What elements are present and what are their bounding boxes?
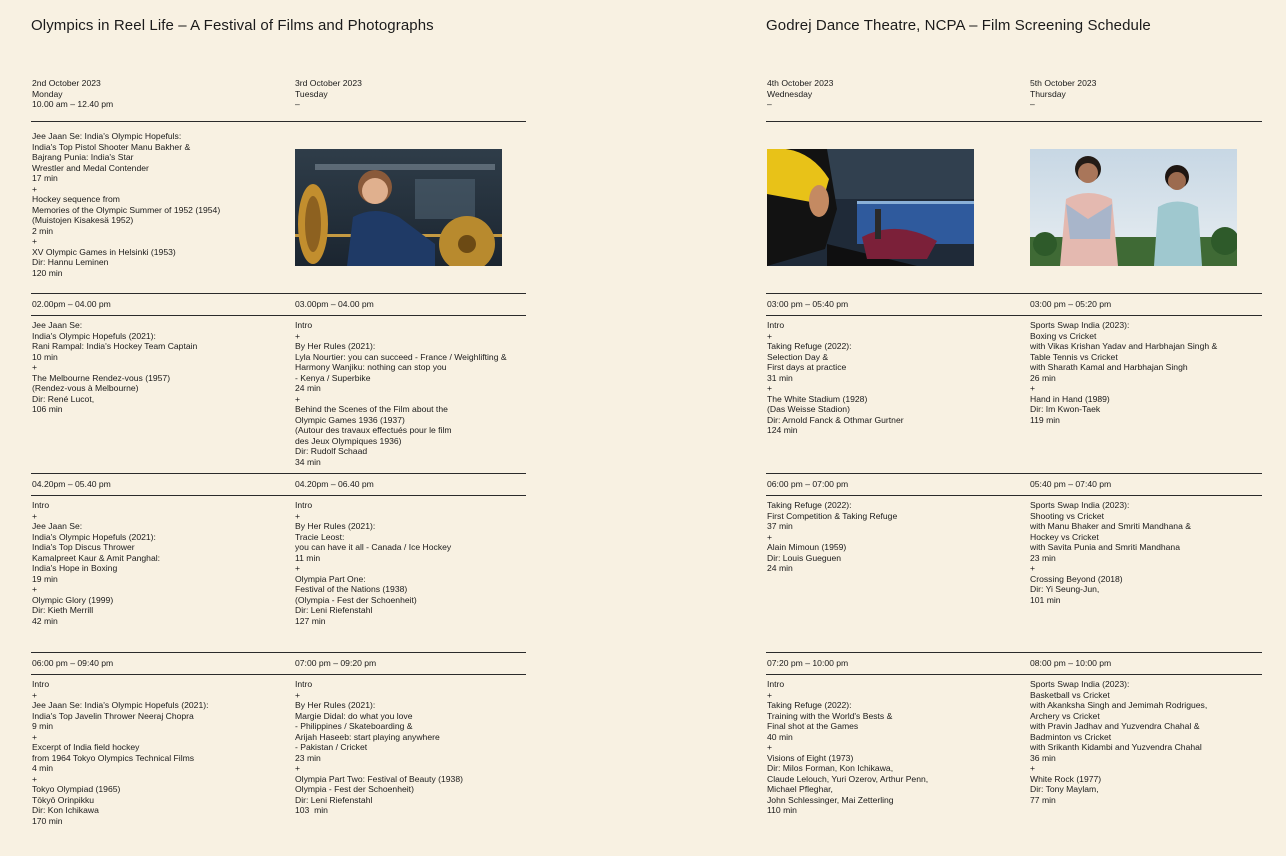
listing-line: Tōkyō Orinpikku [32, 794, 95, 805]
listing-line: Intro [295, 320, 313, 330]
plus-separator: + [1030, 563, 1036, 573]
listing-line: Visions of Eight (1973) [767, 752, 854, 763]
listing-line: Dir: Tony Maylam, [1030, 784, 1099, 794]
listing-line: - Pakistan / Cricket [295, 742, 368, 752]
listing-line: Dir: Yi Seung-Jun, [1030, 584, 1100, 594]
listing-line: (Rendez-vous à Melbourne) [32, 383, 139, 393]
plus-separator: + [1030, 383, 1036, 393]
listing-line: Excerpt of India field hockey [32, 742, 140, 752]
listing-line: Sports Swap India (2023): [1030, 320, 1130, 330]
listing-line: Olympic Games 1936 (1937) [295, 414, 405, 425]
listing-line: India's Hope in Boxing [32, 563, 118, 573]
divider [766, 293, 1262, 294]
listing-line: The White Stadium (1928) [767, 393, 868, 404]
plus-separator: + [32, 236, 38, 246]
listing-line: 4 min [32, 763, 54, 773]
listing-line: Olympia Part Two: Festival of Beauty (1938) [295, 773, 463, 784]
slot-time: 06:00 pm – 07:00 pm [767, 479, 849, 489]
listing-line: 103 min [295, 805, 328, 815]
screening-listing [32, 679, 208, 826]
plus-separator: + [295, 510, 301, 521]
plus-separator: + [767, 742, 773, 752]
plus-separator: + [32, 731, 38, 742]
listing-line: you can have it all - Canada / Ice Hockey [295, 542, 452, 552]
listing-line: 40 min [767, 731, 793, 742]
listing-line: 42 min [32, 615, 58, 626]
divider [766, 473, 1262, 474]
screening-listing [767, 679, 928, 816]
plus-separator: + [32, 510, 38, 521]
screening-listing [32, 131, 220, 278]
slot-time: 06:00 pm – 09:40 pm [32, 658, 114, 668]
slot-time: 03.00pm – 04.00 pm [295, 299, 374, 309]
listing-line: Dir: Kieth Merrill [32, 605, 94, 615]
slot-time: 03:00 pm – 05:20 pm [1030, 299, 1112, 309]
listing-line: 106 min [32, 404, 63, 414]
listing-line: Archery vs Cricket [1030, 710, 1100, 721]
listing-line: with Manu Bhaker and Smriti Mandhana & [1030, 521, 1191, 531]
listing-line: India's Top Javelin Thrower Neeraj Chopra [32, 710, 194, 721]
listing-line: Jee Jaan Se: India's Olympic Hopefuls: [32, 131, 182, 141]
plus-separator: + [32, 773, 38, 784]
slot-time: 07:20 pm – 10:00 pm [767, 658, 849, 668]
slot-time: 05:40 pm – 07:40 pm [1030, 479, 1112, 489]
listing-line: 101 min [1030, 594, 1061, 605]
listing-line: Crossing Beyond (2018) [1030, 573, 1123, 584]
listing-line: Alain Mimoun (1959) [767, 542, 847, 552]
listing-line: Table Tennis vs Cricket [1030, 351, 1118, 362]
listing-line: 124 min [767, 425, 798, 435]
listing-line: Sports Swap India (2023): [1030, 500, 1130, 510]
listing-line: - Philippines / Skateboarding & [295, 721, 413, 731]
listing-line: Jee Jaan Se: [32, 521, 83, 531]
divider [31, 121, 526, 122]
listing-line: (Das Weisse Stadion) [767, 404, 850, 414]
listing-line: Dir: René Lucot, [32, 393, 95, 404]
screening-listing [1030, 679, 1207, 805]
listing-line: Tracie Leost: [295, 531, 345, 542]
plus-separator: + [295, 330, 301, 341]
listing-line: Intro [295, 679, 313, 689]
day-header-4 [1030, 78, 1096, 110]
listing-line: Jee Jaan Se: [32, 320, 83, 330]
listing-line: India's Olympic Hopefuls (2021): [32, 531, 156, 542]
listing-line: des Jeux Olympiques 1936) [295, 435, 402, 446]
listing-line: 24 min [295, 383, 321, 393]
plus-separator: + [295, 393, 301, 404]
listing-line: with Vikas Krishan Yadav and Harbhajan Singh & [1030, 341, 1218, 351]
shooter-photo [767, 149, 974, 266]
plus-separator: + [295, 763, 301, 773]
day-date: 5th October 2023 [1030, 78, 1097, 88]
plus-separator: + [767, 531, 773, 542]
divider [766, 315, 1262, 316]
listing-line: Dir: Arnold Fanck & Othmar Gurtner [767, 414, 904, 425]
plus-separator: + [295, 689, 301, 700]
divider [31, 652, 526, 653]
day-time: – [295, 99, 300, 109]
day-time: 10.00 am – 12.40 pm [32, 99, 114, 109]
slot-time: 03:00 pm – 05:40 pm [767, 299, 849, 309]
listing-line: Intro [767, 679, 785, 689]
day-header-2 [295, 78, 362, 110]
listing-line: 36 min [1030, 752, 1056, 763]
listing-line: 120 min [32, 267, 63, 278]
listing-line: Dir: Leni Riefenstahl [295, 605, 373, 615]
listing-line: (Olympia - Fest der Schoenheit) [295, 594, 417, 605]
day-weekday: Thursday [1030, 88, 1066, 99]
listing-line: Olympia - Fest der Schoenheit) [295, 784, 414, 794]
listing-line: Intro [32, 679, 50, 689]
divider [31, 495, 526, 496]
day-date: 4th October 2023 [767, 78, 834, 88]
listing-line: 10 min [32, 351, 58, 362]
listing-line: Margie Didal: do what you love [295, 710, 413, 721]
day-time: – [1030, 99, 1035, 109]
listing-line: (Muistojen Kisakesä 1952) [32, 215, 134, 225]
listing-line: Shooting vs Cricket [1030, 510, 1105, 521]
listing-line: 110 min [767, 805, 797, 815]
listing-line: Olympia Part One: [295, 573, 366, 584]
plus-separator: + [32, 584, 38, 594]
listing-line: Intro [32, 500, 50, 510]
day-date: 3rd October 2023 [295, 78, 362, 88]
screening-listing [1030, 320, 1217, 425]
slot-time: 04.20pm – 06.40 pm [295, 479, 374, 489]
listing-line: 23 min [295, 752, 321, 763]
listing-line: (Autour des travaux effectués pour le film [295, 425, 452, 435]
listing-line: Dir: Kon Ichikawa [32, 805, 99, 815]
day-date: 2nd October 2023 [32, 78, 101, 88]
plus-separator: + [767, 330, 773, 341]
listing-line: 19 min [32, 573, 58, 584]
listing-line: Dir: Hannu Leminen [32, 257, 109, 267]
listing-line: Intro [767, 320, 785, 330]
divider [766, 674, 1262, 675]
listing-line: 24 min [767, 563, 793, 573]
listing-line: Intro [295, 500, 313, 510]
listing-line: Kamalpreet Kaur & Amit Panghal: [32, 552, 161, 563]
plus-separator: + [32, 362, 38, 372]
listing-line: Boxing vs Cricket [1030, 330, 1097, 341]
listing-line: Claude Lelouch, Yuri Ozerov, Arthur Penn, [767, 773, 929, 784]
listing-line: Dir: Milos Forman, Kon Ichikawa, [767, 763, 894, 773]
slot-time: 04.20pm – 05.40 pm [32, 479, 111, 489]
listing-line: 37 min [767, 521, 793, 531]
listing-line: Arijah Haseeb: start playing anywhere [295, 731, 440, 742]
slot-time: 07:00 pm – 09:20 pm [295, 658, 377, 668]
listing-line: Dir: Louis Gueguen [767, 552, 842, 563]
listing-line: XV Olympic Games in Helsinki (1953) [32, 246, 176, 257]
listing-line: with Pravin Jadhav and Yuzvendra Chahal & [1030, 721, 1200, 731]
plus-separator: + [1030, 763, 1036, 773]
listing-line: 31 min [767, 372, 793, 383]
listing-line: 170 min [32, 815, 63, 826]
listing-line: Festival of the Nations (1938) [295, 584, 408, 594]
day-weekday: Tuesday [295, 88, 328, 99]
listing-line: 2 min [32, 225, 54, 236]
listing-line: Badminton vs Cricket [1030, 731, 1112, 742]
screening-listing [767, 320, 904, 436]
listing-line: 119 min [1030, 414, 1060, 425]
listing-line: Behind the Scenes of the Film about the [295, 404, 448, 414]
divider [31, 315, 526, 316]
listing-line: - Kenya / Superbike [295, 372, 371, 383]
divider [766, 121, 1262, 122]
listing-line: India's Olympic Hopefuls (2021): [32, 330, 156, 341]
listing-line: Harmony Wanjiku: nothing can stop you [295, 362, 447, 372]
listing-line: John Schlessinger, Mai Zetterling [767, 794, 894, 805]
screening-listing [295, 320, 507, 467]
listing-line: Olympic Glory (1999) [32, 594, 114, 605]
listing-line: 77 min [1030, 794, 1056, 805]
listing-line: 23 min [1030, 552, 1056, 563]
listing-line: 127 min [295, 615, 326, 626]
left-page-title: Olympics in Reel Life – A Festival of Films and Photographs [31, 17, 434, 34]
plus-separator: + [32, 689, 38, 700]
listing-line: White Rock (1977) [1030, 773, 1102, 784]
listing-line: Taking Refuge (2022): [767, 700, 852, 710]
listing-line: By Her Rules (2021): [295, 341, 376, 351]
listing-line: with Savita Punia and Smriti Mandhana [1030, 542, 1180, 552]
listing-line: Dir: Leni Riefenstahl [295, 794, 373, 805]
listing-line: from 1964 Tokyo Olympics Technical Films [32, 752, 195, 763]
listing-line: with Srikanth Kidambi and Yuzvendra Chahal [1030, 742, 1202, 752]
listing-line: Hand in Hand (1989) [1030, 393, 1110, 404]
listing-line: By Her Rules (2021): [295, 700, 376, 710]
listing-line: Dir: Rudolf Schaad [295, 446, 368, 456]
listing-line: Taking Refuge (2022): [767, 500, 852, 510]
listing-line: Memories of the Olympic Summer of 1952 (1954) [32, 204, 221, 215]
listing-line: Sports Swap India (2023): [1030, 679, 1130, 689]
listing-line: First Competition & Taking Refuge [767, 510, 898, 521]
slot-time: 08:00 pm – 10:00 pm [1030, 658, 1112, 668]
listing-line: 26 min [1030, 372, 1056, 383]
plus-separator: + [295, 563, 301, 573]
listing-line: India's Top Discus Thrower [32, 542, 135, 552]
listing-line: Bajrang Punia: India's Star [32, 152, 134, 162]
listing-line: Rani Rampal: India's Hockey Team Captain [32, 341, 198, 351]
listing-line: Dir: Im Kwon-Taek [1030, 404, 1101, 414]
listing-line: with Akanksha Singh and Jemimah Rodrigues, [1030, 700, 1208, 710]
screening-listing [295, 500, 451, 626]
screening-listing [32, 320, 197, 415]
plus-separator: + [767, 383, 773, 393]
listing-line: Hockey vs Cricket [1030, 531, 1099, 542]
listing-line: Michael Pfleghar, [767, 784, 833, 794]
listing-line: Selection Day & [767, 351, 829, 362]
screening-listing [1030, 500, 1191, 605]
listing-line: with Sharath Kamal and Harbhajan Singh [1030, 362, 1188, 372]
listing-line: Tokyo Olympiad (1965) [32, 784, 121, 794]
listing-line: Training with the World's Bests & [767, 710, 893, 721]
day-header-1 [32, 78, 113, 110]
divider [31, 293, 526, 294]
listing-line: The Melbourne Rendez-vous (1957) [32, 372, 171, 383]
divider [766, 495, 1262, 496]
listing-line: 17 min [32, 173, 58, 183]
screening-listing [295, 679, 463, 816]
day-header-3 [767, 78, 833, 110]
day-weekday: Wednesday [767, 88, 813, 99]
listing-line: 9 min [32, 721, 54, 731]
right-page-title: Godrej Dance Theatre, NCPA – Film Screening Schedule [766, 17, 1151, 34]
listing-line: Lyla Nourtier: you can succeed - France / Weighlifting & [295, 351, 507, 362]
athletes-photo [1030, 149, 1237, 266]
listing-line: 11 min [295, 552, 321, 563]
weightlifter-photo [295, 149, 502, 266]
listing-line: Jee Jaan Se: India's Olympic Hopefuls (2021): [32, 700, 209, 710]
listing-line: First days at practice [767, 362, 847, 372]
listing-line: Basketball vs Cricket [1030, 689, 1110, 700]
listing-line: 34 min [295, 456, 321, 467]
plus-separator: + [767, 689, 773, 700]
slot-time: 02.00pm – 04.00 pm [32, 299, 111, 309]
listing-line: Hockey sequence from [32, 194, 120, 204]
plus-separator: + [32, 183, 38, 194]
divider [31, 674, 526, 675]
divider [31, 473, 526, 474]
listing-line: India's Top Pistol Shooter Manu Bakher & [32, 141, 191, 152]
day-weekday: Monday [32, 88, 63, 99]
listing-line: Wrestler and Medal Contender [32, 162, 149, 173]
screening-listing [32, 500, 160, 626]
listing-line: By Her Rules (2021): [295, 521, 376, 531]
listing-line: Taking Refuge (2022): [767, 341, 852, 351]
divider [766, 652, 1262, 653]
listing-line: Final shot at the Games [767, 721, 859, 731]
day-time: – [767, 99, 772, 109]
screening-listing [767, 500, 897, 574]
